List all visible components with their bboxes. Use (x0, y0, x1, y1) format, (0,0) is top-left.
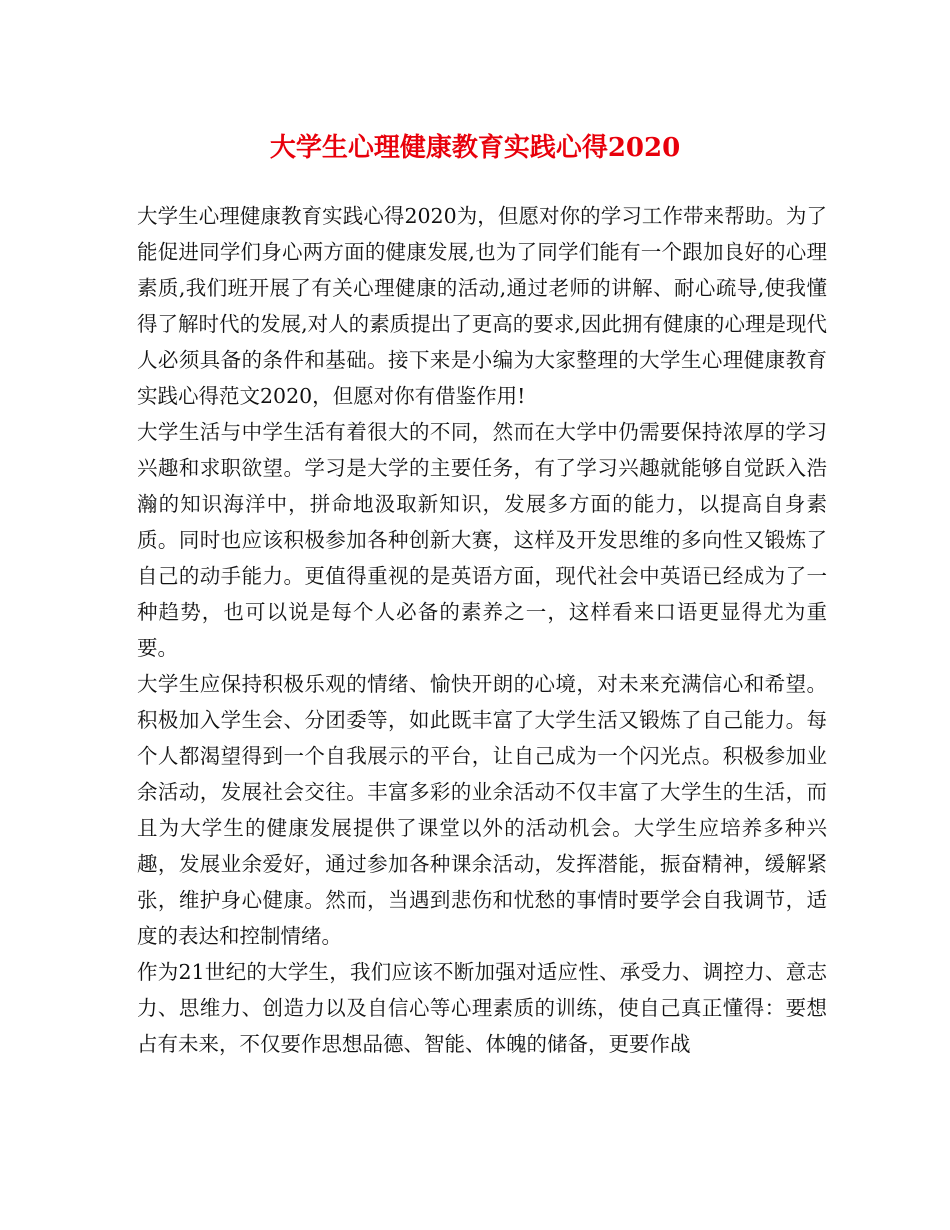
document-title: 大学生心理健康教育实践心得2020 (269, 133, 681, 163)
paragraph-intro: 大学生心理健康教育实践心得2020为，但愿对你的学习工作带来帮助。为了能促进同学们身心两方面的健康发展,也为了同学们能有一个跟加良好的心理素质,我们班开展了有关心理健康的活动,通过老师的讲解、耐心疏导,使我懂得了解时代的发展,对人的素质提出了更高的要求,因此拥有健康的心理是现代人必须具备的条件和基础。接下来是小编为大家整理的大学生心理健康教育实践心得范文2020，但愿对你有借鉴作用! (137, 204, 827, 408)
paragraph-future: 作为21世纪的大学生，我们应该不断加强对适应性、承受力、调控力、意志力、思维力、创造力以及自信心等心理素质的训练，使自己真正懂得：要想占有未来，不仅要作思想品德、智能、体魄的储备，更要作战 (137, 960, 827, 1056)
document-body (137, 198, 827, 1062)
paragraph-emotion: 大学生应保持积极乐观的情绪、愉快开朗的心境，对未来充满信心和希望。积极加入学生会、分团委等，如此既丰富了大学生活又锻炼了自己能力。每个人都渴望得到一个自我展示的平台，让自己成为一个闪光点。积极参加业余活动，发展社会交往。丰富多彩的业余活动不仅丰富了大学生的生活，而且为大学生的健康发展提供了课堂以外的活动机会。大学生应培养多种兴趣，发展业余爱好，通过参加各种课余活动，发挥潜能，振奋精神，缓解紧张，维护身心健康。然而，当遇到悲伤和忧愁的事情时要学会自我调节，适度的表达和控制情绪。 (137, 672, 827, 948)
paragraph-study: 大学生活与中学生活有着很大的不同，然而在大学中仍需要保持浓厚的学习兴趣和求职欲望。学习是大学的主要任务，有了学习兴趣就能够自觉跃入浩瀚的知识海洋中，拼命地汲取新知识，发展多方面的能力，以提高自身素质。同时也应该积极参加各种创新大赛，这样及开发思维的多向性又锻炼了自己的动手能力。更值得重视的是英语方面，现代社会中英语已经成为了一种趋势，也可以说是每个人必备的素养之一，这样看来口语更显得尤为重要。 (137, 420, 827, 660)
